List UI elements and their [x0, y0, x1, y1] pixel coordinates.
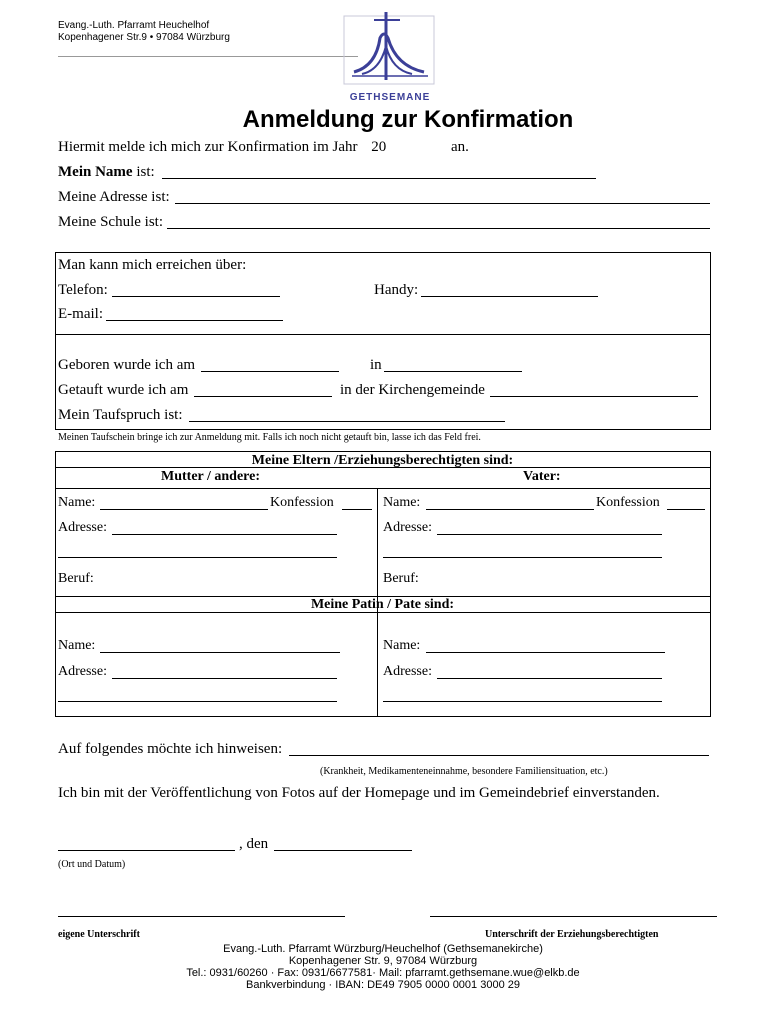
- verse-label: Mein Taufspruch ist:: [58, 407, 183, 423]
- born-date-field[interactable]: [201, 371, 339, 372]
- footer-line-4: Bankverbindung · IBAN: DE49 7905 0000 0001 3000 29: [246, 979, 520, 991]
- father-confession-label: Konfession: [596, 495, 660, 510]
- father-name-label: Name:: [383, 495, 421, 510]
- contact-box: [55, 252, 711, 430]
- godparent1-name-label: Name:: [58, 638, 96, 653]
- father-address-label: Adresse:: [383, 520, 432, 535]
- godparents-heading-rule: [55, 612, 710, 613]
- godparents-heading: Meine Patin / Pate sind:: [310, 597, 455, 612]
- intro-text: Hiermit melde ich mich zur Konfirmation im Jahr: [58, 139, 358, 155]
- godparent2-name-field[interactable]: [426, 652, 665, 653]
- gethsemane-logo: [340, 10, 440, 106]
- phone-label: Telefon:: [58, 282, 108, 298]
- mobile-label: Handy:: [374, 282, 419, 298]
- father-confession-field[interactable]: [667, 509, 705, 510]
- baptized-label: Getauft wurde ich am: [58, 382, 189, 398]
- mother-confession-field[interactable]: [342, 509, 372, 510]
- godparent1-name-field[interactable]: [100, 652, 340, 653]
- born-place-field[interactable]: [384, 371, 522, 372]
- father-address-field-2[interactable]: [383, 557, 662, 558]
- guardian-signature-label: Unterschrift der Erziehungsberechtigten: [485, 929, 659, 940]
- footer-line-2: Kopenhagener Str. 9, 97084 Würzburg: [288, 955, 478, 967]
- name-label-rest: ist:: [132, 164, 155, 180]
- school-label: Meine Schule ist:: [58, 214, 163, 230]
- name-label: [58, 164, 155, 181]
- godparent2-address-label: Adresse:: [383, 664, 432, 679]
- name-field[interactable]: [162, 178, 596, 179]
- parish-street: Kopenhagener Str.9 • 97084 Würzburg: [58, 32, 230, 43]
- footer-line-1: Evang.-Luth. Pfarramt Würzburg/Heuchelhof (Gethsemanekirche): [223, 943, 543, 955]
- den-label: , den: [239, 836, 269, 852]
- contact-divider: [55, 334, 710, 335]
- godparent2-address-field[interactable]: [437, 678, 662, 679]
- name-label-bold: Mein Name: [58, 164, 133, 180]
- notes-label: Auf folgendes möchte ich hinweisen:: [58, 741, 283, 757]
- parish-name: Evang.-Luth. Pfarramt Heuchelhof: [58, 20, 210, 31]
- parish-field[interactable]: [490, 396, 698, 397]
- email-field[interactable]: [106, 320, 283, 321]
- godparent2-address-field-2[interactable]: [383, 701, 662, 702]
- intro-year-prefix: 20: [371, 139, 387, 155]
- own-signature-field[interactable]: [58, 916, 345, 917]
- godparent1-address-label: Adresse:: [58, 664, 107, 679]
- father-job-label: Beruf:: [383, 571, 419, 586]
- photo-consent: Ich bin mit der Veröffentlichung von Fotos auf der Homepage und im Gemeindebrief einverstanden.: [58, 785, 660, 801]
- parents-heading: Meine Eltern /Erziehungsberechtigten sind:: [251, 453, 514, 468]
- mobile-field[interactable]: [421, 296, 598, 297]
- baptism-note: Meinen Taufschein bringe ich zur Anmeldung mit. Falls ich noch nicht getauft bin, lasse ich das Feld frei.: [58, 432, 481, 443]
- parents-heading-rule: [55, 467, 710, 468]
- page-title: Anmeldung zur Konfirmation: [242, 106, 574, 133]
- footer-line-3: Tel.: 0931/60260 · Fax: 0931/6677581· Mail: pfarramt.gethsemane.wue@elkb.de: [186, 967, 580, 979]
- parish-address: [58, 20, 230, 44]
- address-label: Meine Adresse ist:: [58, 189, 170, 205]
- intro-line: [58, 139, 758, 157]
- mother-job-label: Beruf:: [58, 571, 94, 586]
- guardian-signature-field[interactable]: [430, 916, 717, 917]
- born-in-label: in: [370, 357, 382, 373]
- father-name-field[interactable]: [426, 509, 594, 510]
- verse-field[interactable]: [189, 421, 505, 422]
- mother-address-label: Adresse:: [58, 520, 107, 535]
- school-field[interactable]: [167, 228, 710, 229]
- address-field[interactable]: [175, 203, 710, 204]
- mother-address-field[interactable]: [112, 534, 337, 535]
- mother-name-field[interactable]: [100, 509, 268, 510]
- place-field[interactable]: [58, 850, 235, 851]
- email-label: E-mail:: [58, 306, 103, 322]
- godparent1-address-field-2[interactable]: [58, 701, 337, 702]
- mother-address-field-2[interactable]: [58, 557, 337, 558]
- born-label: Geboren wurde ich am: [58, 357, 196, 373]
- father-heading: Vater:: [523, 469, 561, 484]
- godparent1-address-field[interactable]: [112, 678, 337, 679]
- notes-hint: (Krankheit, Medikamenteneinnahme, besondere Familiensituation, etc.): [320, 766, 608, 777]
- baptized-date-field[interactable]: [194, 396, 332, 397]
- own-signature-label: eigene Unterschrift: [58, 929, 140, 940]
- header-rule: [58, 56, 358, 57]
- logo-text: GETHSEMANE: [349, 92, 431, 103]
- mother-confession-label: Konfession: [270, 495, 334, 510]
- place-date-caption: (Ort und Datum): [58, 859, 126, 870]
- column-heading-rule: [55, 488, 710, 489]
- date-field[interactable]: [274, 850, 412, 851]
- contact-heading: Man kann mich erreichen über:: [58, 257, 247, 273]
- godparent2-name-label: Name:: [383, 638, 421, 653]
- parish-label: in der Kirchengemeinde: [340, 382, 485, 398]
- church-logo-icon: [340, 10, 440, 90]
- father-address-field[interactable]: [437, 534, 662, 535]
- notes-field[interactable]: [289, 755, 709, 756]
- mother-heading: Mutter / andere:: [161, 469, 261, 484]
- intro-suffix: an.: [451, 139, 469, 155]
- mother-name-label: Name:: [58, 495, 96, 510]
- phone-field[interactable]: [112, 296, 280, 297]
- footer: [150, 943, 616, 991]
